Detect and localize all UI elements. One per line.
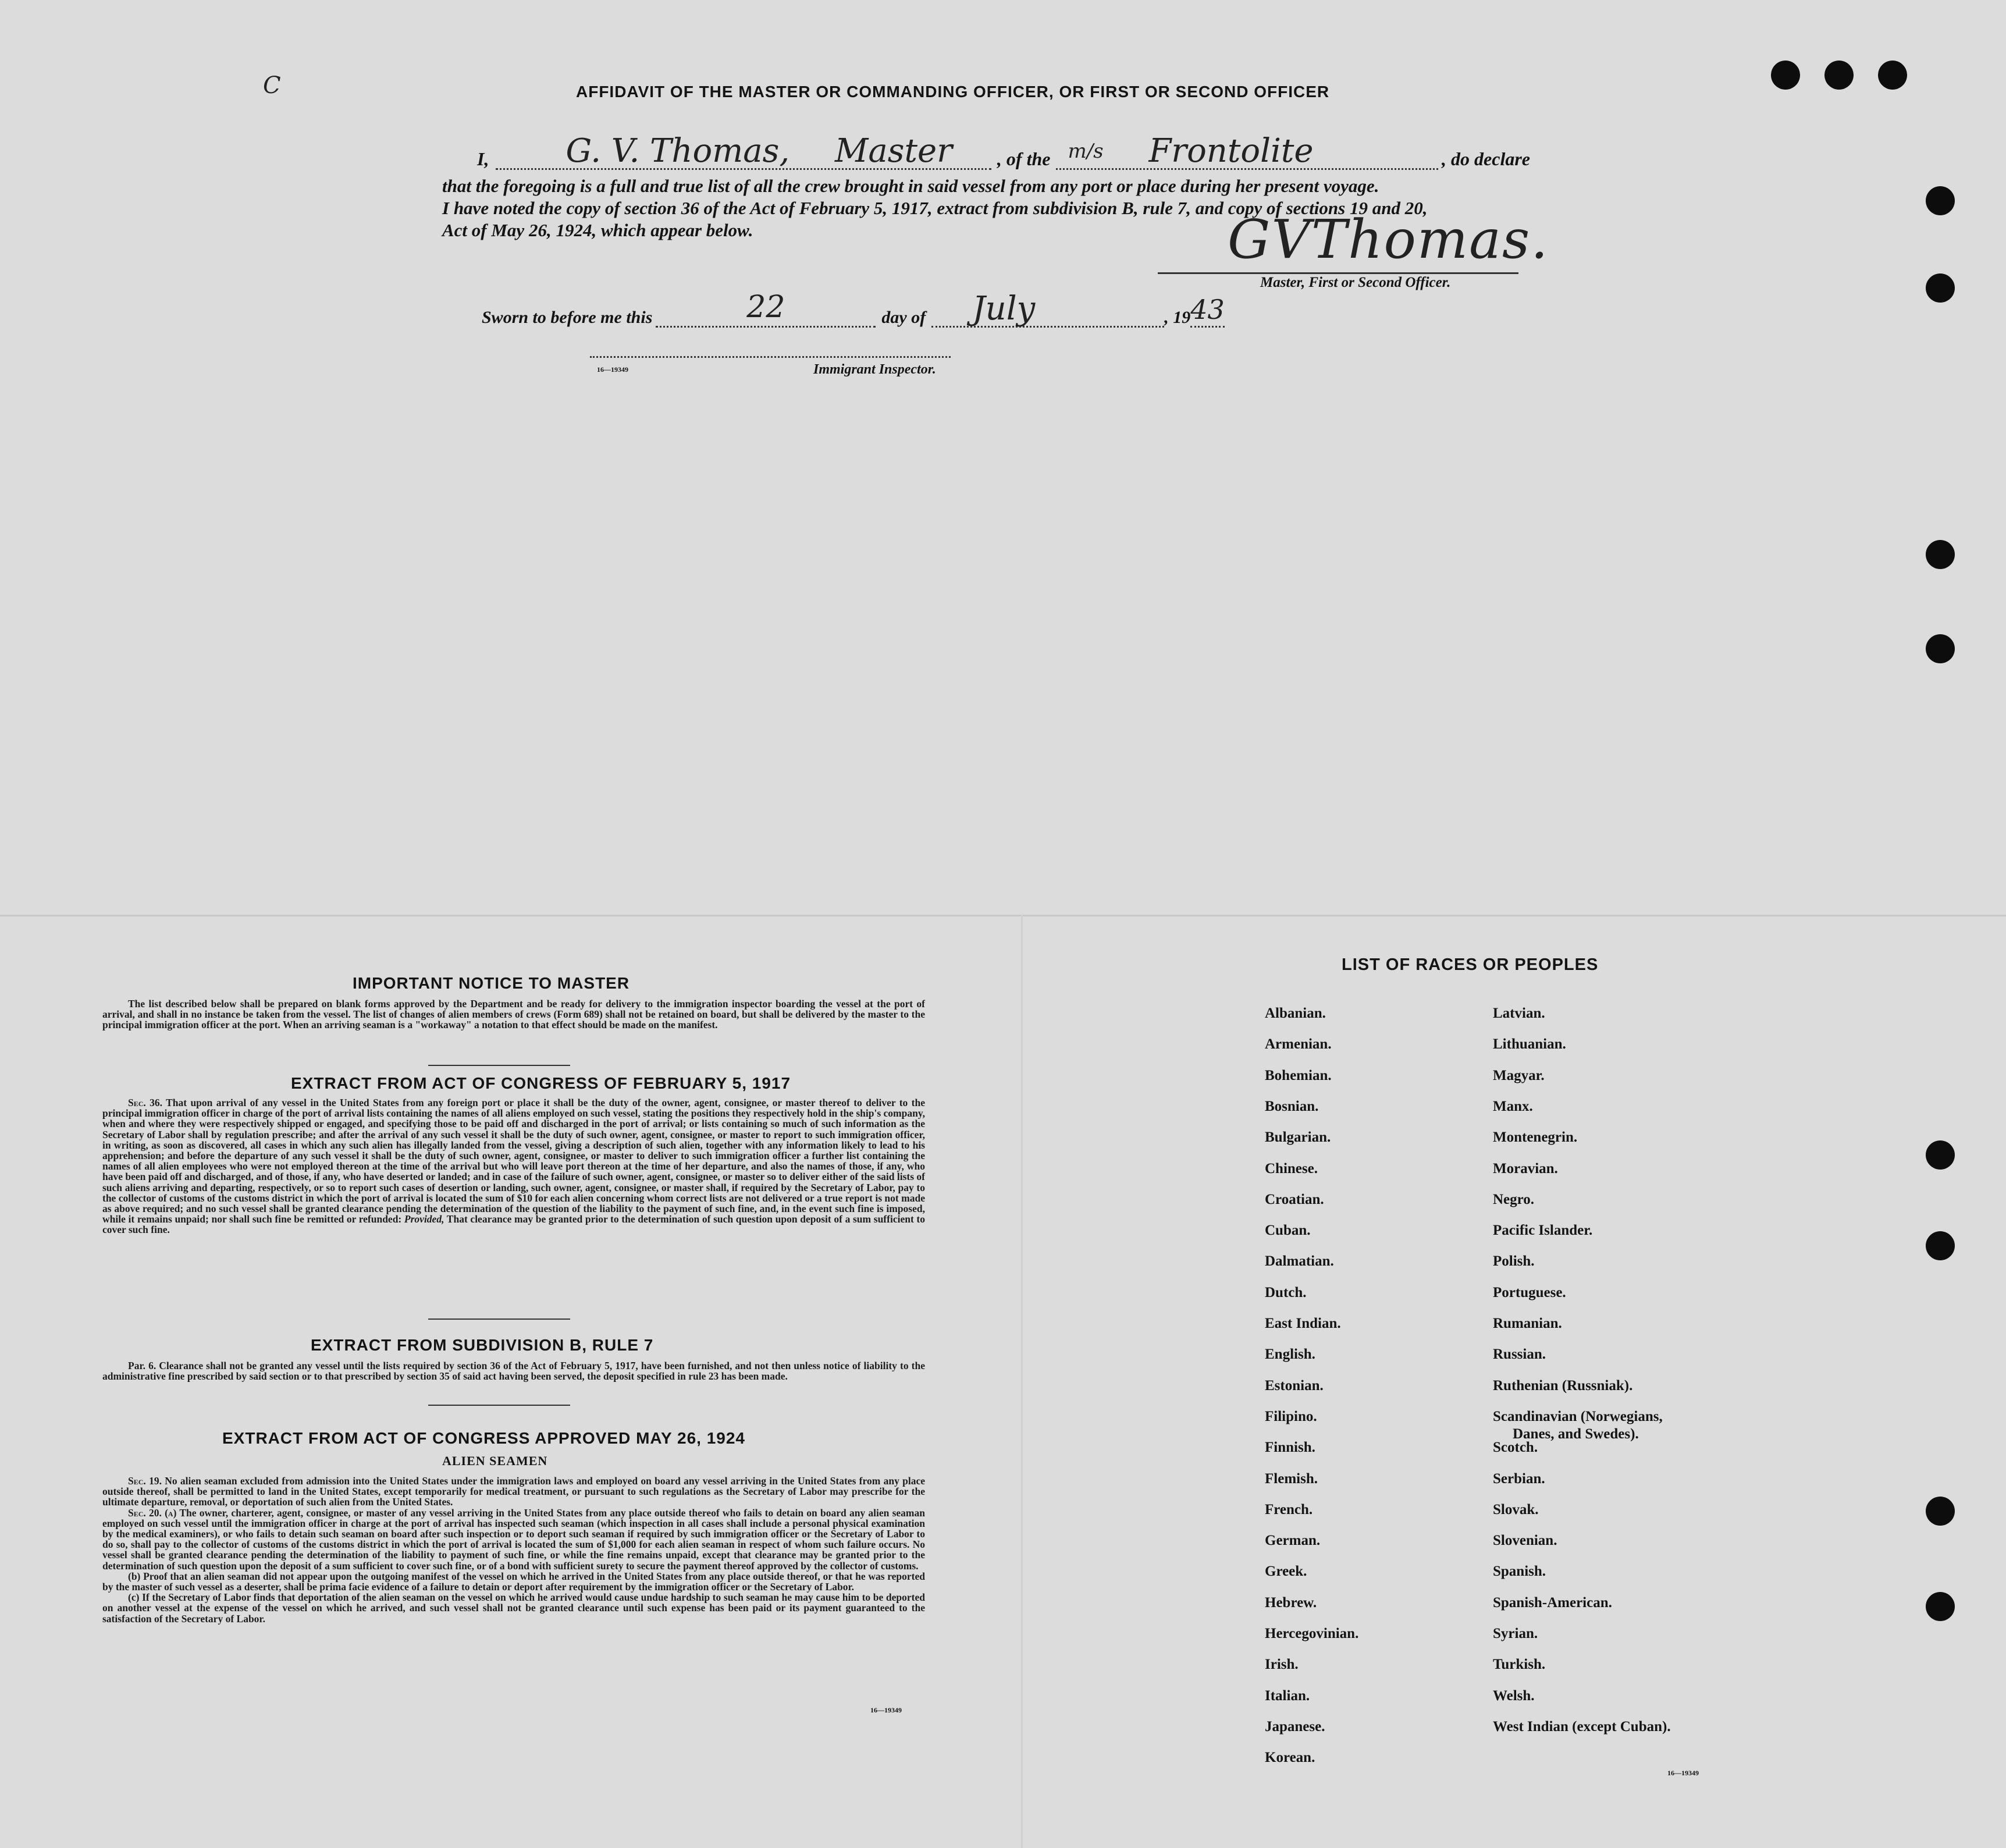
- master-signature: GVThomas.: [1228, 208, 1549, 271]
- day-field: [656, 289, 876, 328]
- inspector-caption: Immigrant Inspector.: [813, 362, 936, 377]
- rank-value: Master: [835, 132, 952, 170]
- affidavit-line-4: Act of May 26, 1924, which appear below.: [442, 220, 753, 240]
- sec20b-paragraph: [102, 1571, 925, 1592]
- race-item: Irish.: [1265, 1657, 1299, 1672]
- race-item: Ruthenian (Russniak).: [1493, 1378, 1633, 1394]
- race-item: French.: [1265, 1502, 1313, 1518]
- sec20-label: Sec. 20. (a): [128, 1506, 177, 1519]
- race-item: Dutch.: [1265, 1285, 1307, 1300]
- section-divider: [428, 1405, 570, 1406]
- punch-hole: [1926, 1231, 1955, 1260]
- race-item: Estonian.: [1265, 1378, 1324, 1394]
- i-label: I,: [477, 148, 489, 169]
- affidavit-line-3: I have noted the copy of section 36 of the Act of February 5, 1917, extract from subdivision B, rule 7, and copy of sections 19 and 20,: [442, 198, 1428, 218]
- race-item: Italian.: [1265, 1688, 1310, 1704]
- sworn-line: [482, 289, 1225, 328]
- race-item: Welsh.: [1493, 1688, 1535, 1704]
- race-item: Filipino.: [1265, 1409, 1317, 1424]
- do-declare-label: , do declare: [1442, 148, 1530, 169]
- section-divider: [428, 1319, 570, 1320]
- race-item: Hercegovinian.: [1265, 1626, 1359, 1641]
- master-name-field: [496, 133, 991, 170]
- race-item: East Indian.: [1265, 1316, 1341, 1331]
- race-item: Serbian.: [1493, 1471, 1545, 1487]
- race-item: West Indian (except Cuban).: [1493, 1719, 1671, 1735]
- race-item: Scandinavian (Norwegians,: [1493, 1409, 1663, 1424]
- race-item: Latvian.: [1493, 1005, 1545, 1021]
- form-code-top: 16—19349: [597, 365, 628, 374]
- signature-caption: Master, First or Second Officer.: [1260, 275, 1451, 290]
- notice-body: [102, 998, 925, 1030]
- race-item: Japanese.: [1265, 1719, 1325, 1735]
- race-item: Greek.: [1265, 1563, 1307, 1579]
- notice-title: IMPORTANT NOTICE TO MASTER: [353, 974, 630, 992]
- race-item: Scotch.: [1493, 1440, 1538, 1455]
- stray-mark: C: [263, 72, 281, 99]
- race-item: Dalmatian.: [1265, 1253, 1334, 1269]
- vessel-prefix-value: m/s: [1068, 140, 1104, 163]
- sec19-label: Sec. 19.: [128, 1475, 162, 1487]
- race-item: Russian.: [1493, 1346, 1546, 1362]
- race-item: Rumanian.: [1493, 1316, 1562, 1331]
- affidavit-title: AFFIDAVIT OF THE MASTER OR COMMANDING OFFICER, OR FIRST OR SECOND OFFICER: [576, 83, 1330, 101]
- race-item: Pacific Islander.: [1493, 1222, 1593, 1238]
- sec20b-text: Proof that an alien seaman did not appear upon the outgoing manifest of the vessel on which he arrived in the United States from any place outside thereof, or that he was reported by the master of such vessel as a deserter, shall be prima facie evidence of a failure to detain or deport after requirement by the immigration officer or the Secretary of Labor.: [102, 1570, 926, 1593]
- punch-hole: [1926, 273, 1955, 303]
- race-item: Turkish.: [1493, 1657, 1546, 1672]
- year-value: 43: [1190, 293, 1225, 328]
- sworn-label: Sworn to before me this: [482, 308, 653, 327]
- race-item: Bosnian.: [1265, 1099, 1319, 1114]
- sec36-provided: Provided,: [404, 1213, 444, 1225]
- race-item: Bulgarian.: [1265, 1129, 1331, 1145]
- affidavit-line-2: that the foregoing is a full and true list of all the crew brought in said vessel from any port or place during her present voyage.: [442, 176, 1379, 196]
- races-title: LIST OF RACES OR PEOPLES: [1342, 955, 1599, 974]
- vertical-fold-line: [1021, 915, 1023, 1848]
- extract-1924-title: EXTRACT FROM ACT OF CONGRESS APPROVED MAY 26, 1924: [222, 1429, 745, 1447]
- sec20a-text: The owner, charterer, agent, consignee, or master of any vessel arriving in the United States from any place outside thereof who fails to detain on board any alien seaman employed on such vessel until the immigration officer in charge at the port of arrival has inspected such seaman (which inspection in all cases shall include a personal physical examination by the medical examiners), or who fails to detain such seaman on board after such inspection or to deport such seaman if required by such immigration officer or the Secretary of Labor to do so, shall pay to the collector of customs of the customs district in which the port of arrival is located the sum of $1,000 for each alien seaman in respect of whom such failure occurs. No vessel shall be granted clearance pending the determination of the liability to payment of such fine, or while the fine remains unpaid, except that clearance may be granted prior to the determination of such question upon the deposit of a sum sufficient to cover such fine, or of a bond with sufficient surety to secure the payment thereof approved by the collector of customs.: [102, 1506, 925, 1572]
- race-item: Finnish.: [1265, 1440, 1315, 1455]
- rule7-body: [102, 1360, 925, 1381]
- race-item: Montenegrin.: [1493, 1129, 1578, 1145]
- race-item: Manx.: [1493, 1099, 1533, 1114]
- rule7-title: EXTRACT FROM SUBDIVISION B, RULE 7: [311, 1336, 654, 1354]
- race-item: Korean.: [1265, 1750, 1315, 1765]
- race-item: Portuguese.: [1493, 1285, 1566, 1300]
- race-item: Bohemian.: [1265, 1068, 1332, 1083]
- sec19-text: No alien seaman excluded from admission into the United States under the immigration laws and employed on board any vessel arriving in the United States from any place outside thereof, shall be permitted to land in the United States, except temporarily for medical treatment, or pursuant to such regulations as the Secretary of Labor may prescribe for the ultimate departure, removal, or deportation of such alien from the United States.: [102, 1475, 925, 1508]
- year-prefix-label: , 19: [1164, 308, 1191, 327]
- race-item: Flemish.: [1265, 1471, 1318, 1487]
- punch-hole: [1926, 1497, 1955, 1526]
- race-item: Negro.: [1493, 1192, 1535, 1207]
- extract-1924-body: [102, 1476, 925, 1624]
- race-item: Danes, and Swedes).: [1513, 1426, 1639, 1442]
- race-item: Syrian.: [1493, 1626, 1538, 1641]
- rule7-paragraph: Par. 6. Clearance shall not be granted any vessel until the lists required by section 36 of the Act of February 5, 1917, have been furnished, and not then unless notice of liability to the administrative fine prescribed by said section or to that prescribed by section 35 of said act having been served, the deposit specified in rule 23 has been made.: [102, 1360, 925, 1383]
- race-item: Croatian.: [1265, 1192, 1324, 1207]
- punch-hole: [1926, 186, 1955, 215]
- race-item: Moravian.: [1493, 1161, 1558, 1177]
- sec36-text: That upon arrival of any vessel in the United States from any foreign port or place it shall be the duty of the owner, agent, consignee, or master thereof to deliver to the principal immigration officer in charge of the port of arrival lists containing the names of all aliens employed on such vessel, stating the positions they respectively hold in the ship's company, when and where they were respectively shipped or engaged, and specifying those to be paid off and discharged in the port of arrival; or lists containing so much of such information as the Secretary of Labor shall by regulation prescribe; and after the arrival of any such vessel it shall be the duty of such owner, agent, consignee, or master to report to such immigration officer, in writing, as soon as discovered, all cases in which any such alien has illegally landed from the vessel, giving a description of such alien, together with any information likely to lead to his apprehension; and before the departure of any such vessel it shall be the duty of such owner, agent, consignee, or master to deliver to such immigration officer a further list containing the names of all alien employees who were not employed thereon at the time of the arrival but who will leave port thereon at the time of her departure, and also the names of those, if any, who have been paid off and discharged, and of those, if any, who have deserted or landed; and in case of the failure of such owner, agent, consignee, or master so to deliver either of the said lists of such aliens arriving and departing, respectively, or so to report such cases of desertion or landing, such owner, agent, consignee, or master shall, if required by the Secretary of Labor, pay to the collector of customs of the customs district in which the port of arrival is located the sum of $10 for each alien concerning whom correct lists are not delivered or a true report is not made as above required; and no such vessel shall be granted clearance pending the determination of the question of the liability to the payment of such fine, and, in the event such fine is imposed, while it remains unpaid; nor shall such fine be remitted or refunded:: [102, 1097, 925, 1225]
- sec36-label: Sec. 36.: [128, 1097, 163, 1108]
- sec20c-text: If the Secretary of Labor finds that deportation of the alien seaman on the vessel on which he arrived would cause undue hardship to such seaman he may cause him to be deported on another vessel at the expense of the vessel on which he arrived, and such vessel shall not be granted clearance until such expense has been paid or its payment guaranteed to the satisfaction of the Secretary of Labor.: [102, 1591, 925, 1625]
- notice-paragraph: The list described below shall be prepared on blank forms approved by the Department and be ready for delivery to the immigration inspector boarding the vessel at the port of arrival, and shall in no instance be taken from the vessel. The list of changes of alien members of crews (Form 689) shall not be retained on board, but shall be delivered by the master to the principal immigration officer at the port. When an arriving seaman is a "workaway" a notation to that effect should be made on the manifest.: [102, 998, 925, 1031]
- race-item: Albanian.: [1265, 1005, 1326, 1021]
- horizontal-fold-line: [0, 915, 2006, 916]
- race-item: Spanish.: [1493, 1563, 1546, 1579]
- sec36-text-end: That clearance may be granted prior to the determination of such question upon deposit of a sum sufficient to cover such fine.: [102, 1213, 926, 1236]
- punch-hole: [1771, 61, 1800, 90]
- vessel-name-value: Frontolite: [1148, 132, 1314, 170]
- race-item: Lithuanian.: [1493, 1036, 1566, 1052]
- race-item: Slovak.: [1493, 1502, 1539, 1518]
- sec20c-paragraph: [102, 1592, 925, 1624]
- day-value: 22: [746, 290, 785, 325]
- punch-hole: [1926, 540, 1955, 569]
- race-item: Spanish-American.: [1493, 1595, 1612, 1611]
- race-item: Chinese.: [1265, 1161, 1318, 1177]
- punch-hole: [1926, 634, 1955, 663]
- master-name-value: G. V. Thomas,: [565, 132, 790, 170]
- vessel-name-field: [1056, 133, 1438, 170]
- section-divider: [428, 1065, 570, 1066]
- sec20a-paragraph: [102, 1508, 925, 1571]
- month-field: [931, 290, 1164, 328]
- race-item: German.: [1265, 1533, 1321, 1548]
- day-of-label: day of: [881, 308, 926, 327]
- extract-1917-body: [102, 1097, 925, 1235]
- race-item: Cuban.: [1265, 1222, 1311, 1238]
- month-value: July: [972, 290, 1036, 328]
- signature-line: [1158, 272, 1518, 274]
- sec20c-label: (c): [128, 1591, 140, 1604]
- race-item: Magyar.: [1493, 1068, 1545, 1083]
- race-item: English.: [1265, 1346, 1315, 1362]
- punch-hole: [1824, 61, 1854, 90]
- alien-seamen-subtitle: ALIEN SEAMEN: [442, 1453, 548, 1468]
- sec36-paragraph: [102, 1097, 925, 1235]
- of-the-label: , of the: [997, 148, 1051, 169]
- punch-hole: [1926, 1140, 1955, 1170]
- form-code-left: 16—19349: [870, 1706, 902, 1714]
- sec20b-label: (b): [128, 1570, 141, 1582]
- form-code-right: 16—19349: [1667, 1769, 1699, 1777]
- race-item: Hebrew.: [1265, 1595, 1317, 1611]
- sec19-paragraph: [102, 1476, 925, 1508]
- race-item: Armenian.: [1265, 1036, 1332, 1052]
- race-item: Slovenian.: [1493, 1533, 1557, 1548]
- race-item: Polish.: [1493, 1253, 1535, 1269]
- punch-hole: [1926, 1592, 1955, 1621]
- inspector-signature-line: [590, 356, 951, 358]
- extract-1917-title: EXTRACT FROM ACT OF CONGRESS OF FEBRUARY 5, 1917: [291, 1074, 791, 1092]
- affidavit-line-1: [477, 133, 1530, 170]
- punch-hole: [1878, 61, 1907, 90]
